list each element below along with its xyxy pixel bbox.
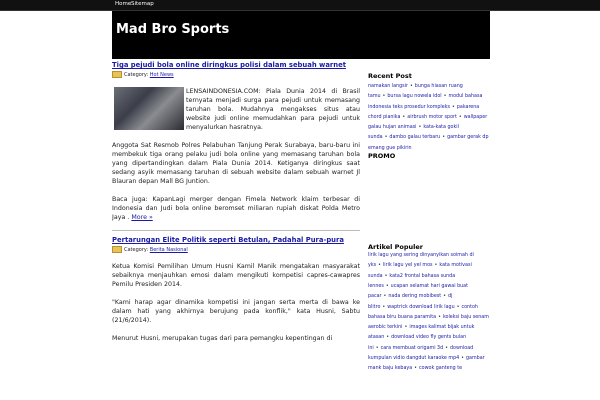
- recent-link[interactable]: dambo galau terbaru: [389, 135, 441, 141]
- bullet-separator: •: [414, 366, 418, 372]
- post-2-body: [112, 262, 360, 343]
- post-1-body: [112, 87, 360, 222]
- post-2-category-link[interactable]: Berita Nasional: [149, 247, 188, 253]
- popular-link[interactable]: cara membuat origami 3d: [380, 345, 444, 351]
- popular-link[interactable]: download kumpulan vidio dangdut karaoke mp4: [368, 345, 474, 362]
- bullet-separator: •: [443, 294, 446, 300]
- bullet-separator: •: [443, 94, 447, 100]
- top-navigation: [0, 0, 600, 11]
- nav-home-link[interactable]: Home: [115, 1, 132, 7]
- bullet-separator: •: [384, 135, 388, 141]
- recent-link[interactable]: bunga hiasan ruang tamu: [368, 84, 463, 100]
- popular-link[interactable]: nada dering mobibest: [388, 294, 442, 300]
- promo-heading: PROMO: [368, 152, 396, 161]
- bullet-separator: •: [461, 356, 465, 362]
- popular-link[interactable]: download video fly gents bulan ini: [368, 335, 467, 351]
- post-2-paragraph-1: Ketua Komisi Pemilihan Umum Husni Kamil Manik mengatakan masyarakat sebaiknya menjauhkan emosi dalam mengikuti kompetisi capres-cawapres Pemilu Presiden 2014.: [112, 263, 360, 288]
- bullet-separator: •: [384, 273, 388, 279]
- recent-link[interactable]: airbrush motor sport: [407, 114, 457, 120]
- popular-articles-list: [364, 251, 490, 375]
- nav-sitemap-link[interactable]: Sitemap: [131, 1, 154, 7]
- post-1-category-link[interactable]: Hot News: [149, 72, 174, 78]
- post-1-paragraph-3: [112, 195, 360, 222]
- recent-link[interactable]: kata-kata gokil sunda: [368, 125, 459, 141]
- bullet-separator: •: [434, 263, 438, 269]
- main-content: [112, 59, 360, 400]
- category-label: Category:: [124, 247, 149, 253]
- site-header: [112, 11, 490, 59]
- popular-link[interactable]: waptrick download lirik lagu: [387, 304, 455, 310]
- post-1-paragraph-2: Anggota Sat Resmob Polres Pelabuhan Tanjung Perak Surabaya, baru-baru ini membekuk tiga orang pelaku judi bola online yang memasang taruhan bola yang dipertandingkan dalam Piala Dunia 2014. Ketiganya diringkus saat sedang asyik memasang taruhan di sebuah website dalam sebuah warnet Jl Blauran depan Mall BG Juntion.: [112, 142, 360, 185]
- bullet-separator: •: [409, 84, 413, 89]
- bullet-separator: •: [402, 114, 406, 120]
- bullet-separator: •: [382, 94, 386, 100]
- recent-post-list: [364, 82, 490, 154]
- post-2-paragraph-3: Menurut Husni, merupakan tugas dari para pemangku kepentingan di: [112, 335, 333, 342]
- bullet-separator: •: [378, 263, 381, 269]
- popular-link[interactable]: images kalimat bijak untuk atasan: [368, 325, 475, 341]
- post-1: [112, 61, 360, 222]
- bullet-separator: •: [418, 125, 422, 131]
- sidebar: [364, 59, 490, 400]
- post-divider: [112, 230, 360, 231]
- recent-link[interactable]: modul bahasa indonesia teks prosedur kompleks: [368, 94, 483, 110]
- popular-link[interactable]: kata motivasi sunda: [368, 263, 472, 279]
- site-title[interactable]: Mad Bro Sports: [116, 22, 230, 37]
- category-label: Category:: [124, 72, 149, 78]
- post-2-meta: [112, 246, 360, 254]
- post-2-title-link[interactable]: Pertarungan Elite Politik seperti Betulan, Padahal Pura-pura: [112, 236, 344, 244]
- recent-link[interactable]: namakan langsir: [368, 84, 408, 89]
- bullet-separator: •: [383, 294, 387, 300]
- bullet-separator: •: [375, 345, 379, 351]
- post-1-paragraph-1: LENSAINDONESIA.COM: Piala Dunia 2014 di Brasil ternyata menjadi surga para pejudi untuk memasang taruhan bola. Mudahnya mengakses situs atau website judi online memudahkan para pejudi untuk menyalurkan hasratnya.: [186, 88, 360, 131]
- folder-icon: [112, 71, 122, 78]
- folder-icon: [112, 246, 122, 253]
- bullet-separator: •: [404, 325, 408, 331]
- bullet-separator: •: [451, 104, 455, 110]
- post-1-meta: [112, 71, 360, 79]
- post-1-more-link[interactable]: More »: [131, 214, 153, 221]
- bullet-separator: •: [438, 314, 441, 320]
- post-1-paragraph-3-text: Baca juga: KapanLagi merger dengan Fimela Network klaim terbesar di Indonesia dan Judi bola online beromset miliaran rupiah diskat Polda Metro Jaya .: [112, 196, 360, 221]
- recent-link[interactable]: pakarena chord pianika: [368, 104, 480, 120]
- bullet-separator: •: [445, 345, 448, 351]
- bullet-separator: •: [442, 135, 446, 141]
- bullet-separator: •: [458, 114, 462, 120]
- popular-link[interactable]: koleksi baju senam aerobic terkini: [368, 314, 489, 331]
- recent-post-heading: Recent Post: [368, 72, 412, 80]
- popular-link[interactable]: ucapan selamat hari gawai buat pacar: [368, 283, 468, 300]
- post-1-title-link[interactable]: Tiga pejudi bola online diringkus polisi dalam sebuah warnet: [112, 61, 346, 69]
- post-2: [112, 236, 360, 343]
- bullet-separator: •: [456, 304, 460, 310]
- recent-link[interactable]: wallpaper galau hujan animasi: [368, 114, 488, 131]
- popular-link[interactable]: gambar mank baju kebaya: [368, 356, 485, 372]
- post-2-paragraph-2: "Kami harap agar dinamika kompetisi ini jangan serta merta di bawa ke dalam hati yang akhirnya berujung pada konflik," kata Husni, Sabtu (21/6/2014).: [112, 299, 360, 324]
- recent-link[interactable]: bursa lagu nowela idol: [387, 94, 442, 100]
- popular-link[interactable]: lirik lagu yang sering dinyanyikan soimah di yks: [368, 253, 474, 269]
- recent-link[interactable]: gambar gerak dp emang gue pikirin: [368, 135, 489, 151]
- popular-link[interactable]: kata2 frontal bahasa sunda lennes: [368, 273, 456, 289]
- popular-articles-heading: Artikel Populer: [368, 243, 423, 252]
- popular-link[interactable]: lirik lagu yel yel mos: [382, 263, 433, 269]
- post-1-photo: [114, 87, 184, 130]
- popular-link[interactable]: cowok ganteng te: [419, 366, 463, 372]
- bullet-separator: •: [382, 304, 386, 310]
- bullet-separator: •: [385, 283, 389, 289]
- bullet-separator: •: [386, 335, 390, 341]
- popular-link[interactable]: contoh bahasa biru buana paramita: [368, 304, 478, 320]
- popular-link[interactable]: dj blitro: [368, 294, 453, 310]
